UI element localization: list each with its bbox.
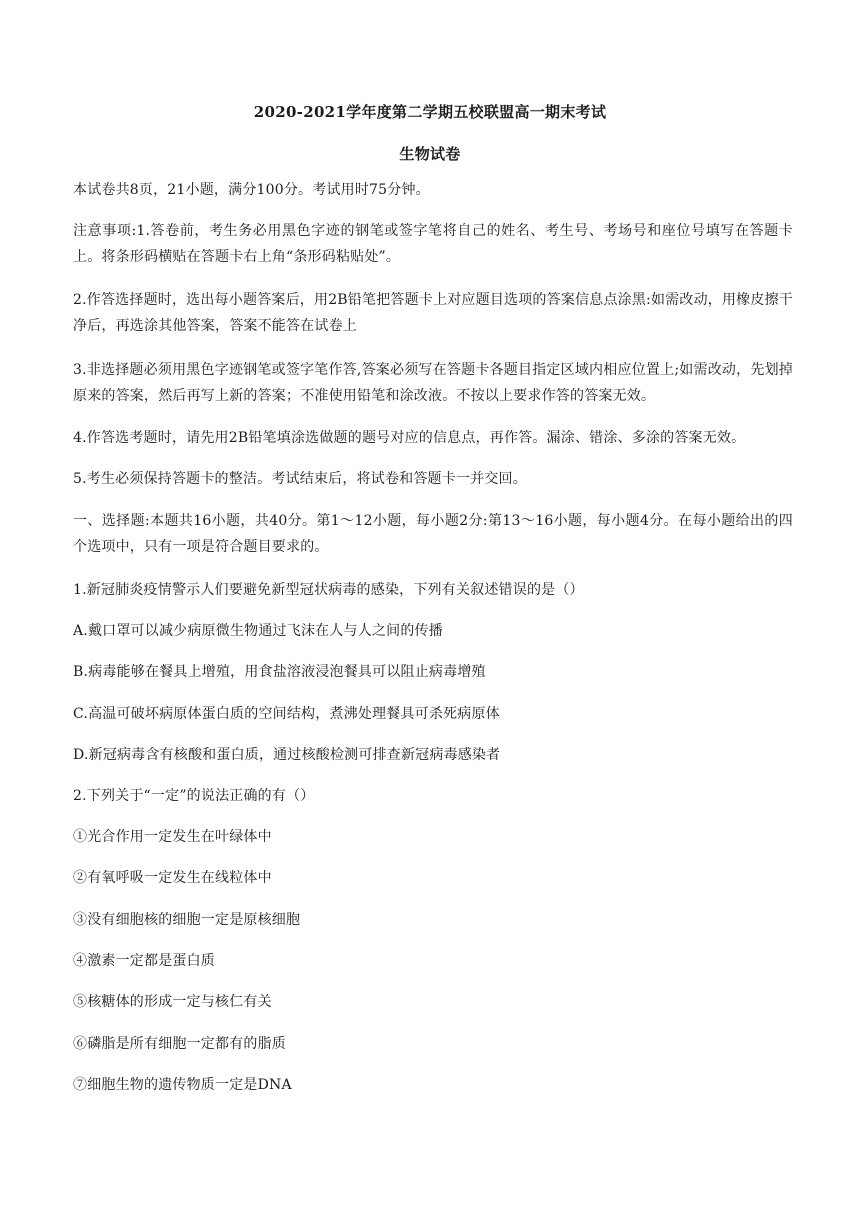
exam-title: 2020-2021学年度第二学期五校联盟高一期末考试	[253, 103, 607, 121]
question-2-item-5: ⑤核糖体的形成一定与核仁有关	[73, 994, 272, 1010]
exam-subject: 生物试卷	[399, 145, 461, 163]
question-2-item-7: ⑦细胞生物的遗传物质一定是DNA	[73, 1077, 292, 1093]
intro-text: 本试卷共8页，21小题，满分100分。考试用时75分钟。	[73, 182, 430, 198]
section-heading: 一、选择题:本题共16小题，共40分。第1～12小题，每小题2分:第13～16小题，每小题4分。在每小题给出的四个选项中，只有一项是符合题目要求的。	[73, 513, 793, 555]
question-1-option-a: A.戴口罩可以减少病原微生物通过飞沫在人与人之间的传播	[73, 623, 443, 639]
note-1: 注意事项:1.答卷前，考生务必用黑色字迹的钢笔或签字笔将自己的姓名、考生号、考场号和座位号填写在答题卡上。将条形码横贴在答题卡右上角“条形码粘贴处”。	[73, 223, 793, 265]
note-4: 4.作答选考题时，请先用2B铅笔填涂选做题的题号对应的信息点，再作答。漏涂、错涂、多涂的答案无效。	[73, 430, 746, 446]
question-1-option-c: C.高温可破坏病原体蛋白质的空间结构，煮沸处理餐具可杀死病原体	[73, 706, 500, 722]
question-2-item-3: ③没有细胞核的细胞一定是原核细胞	[73, 912, 301, 928]
question-2-stem: 2.下列关于“一定”的说法正确的有（）	[73, 788, 315, 804]
note-2: 2.作答选择题时，选出每小题答案后，用2B铅笔把答题卡上对应题目选项的答案信息点涂黑:如需改动，用橡皮擦干净后，再选涂其他答案，答案不能答在试卷上	[73, 292, 793, 334]
note-5: 5.考生必须保持答题卡的整洁。考试结束后，将试卷和答题卡一并交回。	[73, 471, 527, 487]
question-1-option-b: B.病毒能够在餐具上增殖，用食盐溶液浸泡餐具可以阻止病毒增殖	[73, 664, 486, 680]
question-2-item-2: ②有氧呼吸一定发生在线粒体中	[73, 870, 272, 886]
note-3: 3.非选择题必须用黑色字迹钢笔或签字笔作答,答案必须写在答题卡各题目指定区域内相应位置上;如需改动，先划掉原来的答案，然后再写上新的答案；不准使用铅笔和涂改液。不按以上要求作答的答案无效。	[73, 362, 793, 404]
question-1-option-d: D.新冠病毒含有核酸和蛋白质，通过核酸检测可排查新冠病毒感染者	[73, 747, 501, 763]
question-2-item-4: ④激素一定都是蛋白质	[73, 953, 215, 969]
question-2-item-6: ⑥磷脂是所有细胞一定都有的脂质	[73, 1036, 286, 1052]
question-2-item-1: ①光合作用一定发生在叶绿体中	[73, 829, 272, 845]
question-1-stem: 1.新冠肺炎疫情警示人们要避免新型冠状病毒的感染，下列有关叙述错误的是（）	[73, 582, 584, 598]
